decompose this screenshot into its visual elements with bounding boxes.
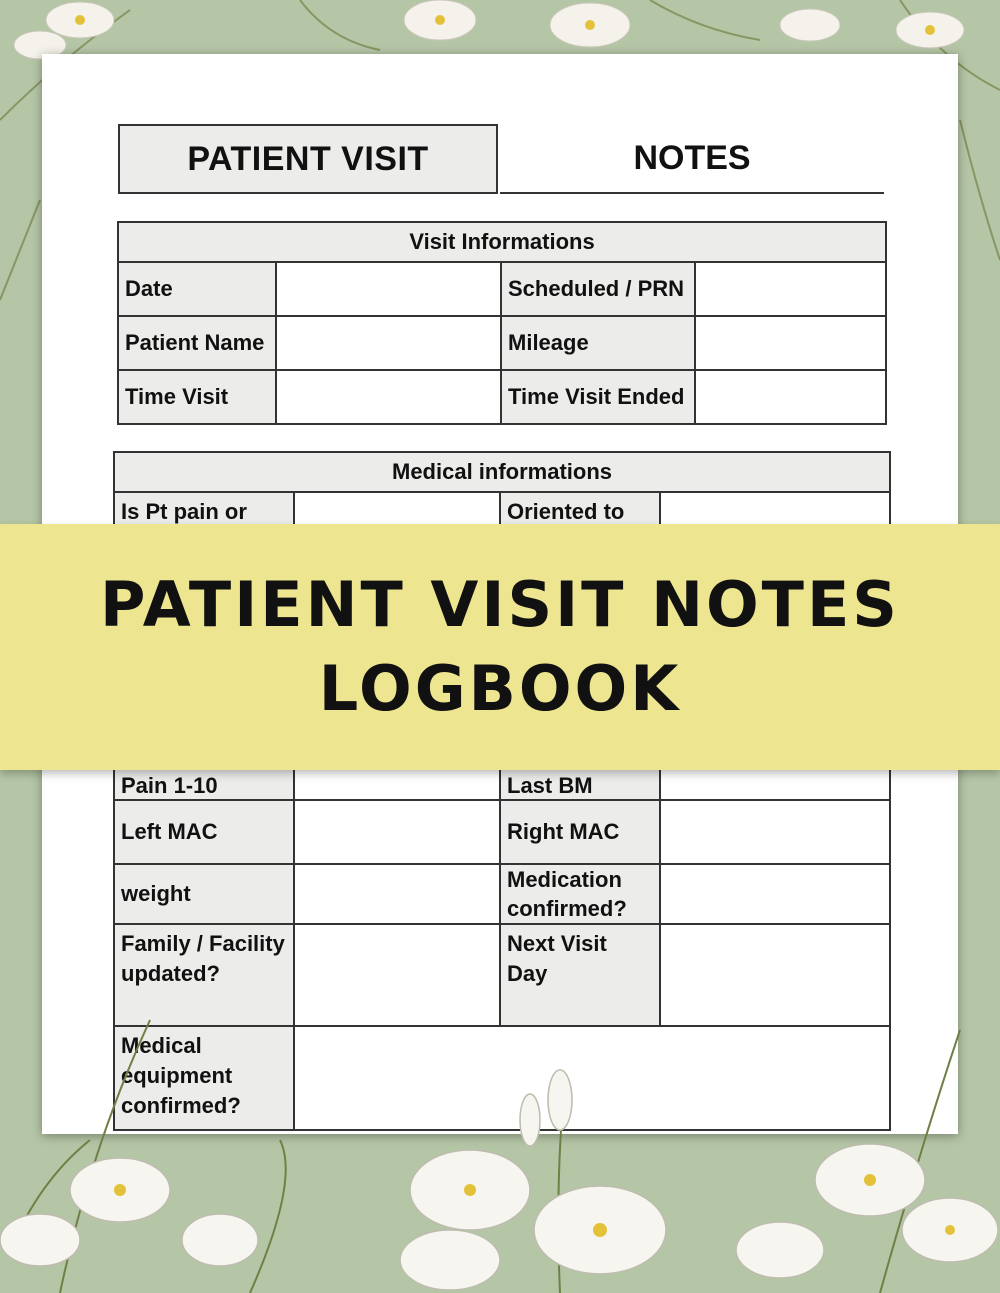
visit-info-table [117,221,887,425]
table-row [118,316,886,370]
title-line-2: LOGBOOK [318,652,682,725]
weight-field[interactable] [294,864,500,924]
title-banner [0,524,1000,770]
scheduled-prn-field[interactable] [695,262,886,316]
field-label: Right MAC [500,800,660,864]
field-label: Time Visit Ended [501,370,695,424]
table-row [118,262,886,316]
field-label: Is Pt pain or [114,492,294,562]
table-row [114,864,890,924]
time-visit-field[interactable] [276,370,501,424]
table-row [114,1026,890,1130]
medical-equipment-field[interactable] [294,1026,890,1130]
field-label: Time Visit [118,370,276,424]
field-label: Patient Name [118,316,276,370]
left-mac-field[interactable] [294,800,500,864]
medication-confirmed-field[interactable] [660,864,890,924]
family-updated-field[interactable] [294,924,500,1026]
field-label: Mileage [501,316,695,370]
field-label: Oriented to [500,492,660,562]
table-row [118,370,886,424]
table-row [114,924,890,1026]
table-row [114,800,890,864]
page-header-notes: NOTES [500,124,884,194]
time-visit-ended-field[interactable] [695,370,886,424]
visit-info-title: Visit Informations [118,222,886,262]
field-label: Left MAC [114,800,294,864]
field-label: Family / Facility updated? [114,924,294,1026]
medical-info-title: Medical informations [114,452,890,492]
field-label: Medication confirmed? [500,864,660,924]
title-line-1: PATIENT VISIT NOTES [100,568,900,641]
date-field[interactable] [276,262,501,316]
field-label: weight [114,864,294,924]
field-label: Scheduled / PRN [501,262,695,316]
mileage-field[interactable] [695,316,886,370]
patient-name-field[interactable] [276,316,501,370]
field-label: Medical equipment confirmed? [114,1026,294,1130]
field-label: Next Visit Day [500,924,660,1026]
right-mac-field[interactable] [660,800,890,864]
page-header-patient-visit: PATIENT VISIT [118,124,498,194]
next-visit-day-field[interactable] [660,924,890,1026]
field-label: Date [118,262,276,316]
field-label: Last BM [500,562,660,800]
field-label: Pain 1-10 [114,562,294,800]
